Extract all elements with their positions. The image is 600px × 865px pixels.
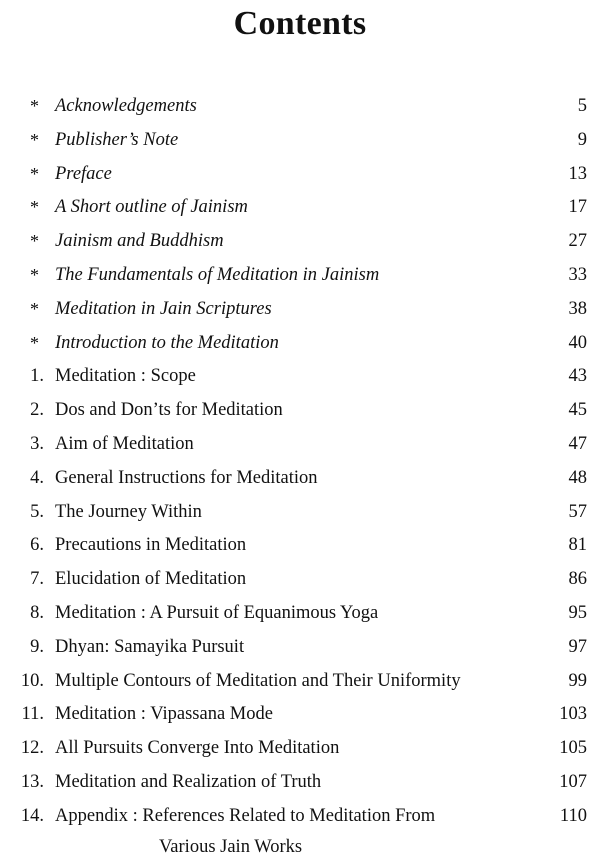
entry-page-number: 17 [568, 197, 587, 218]
entry-page-number: 99 [568, 670, 587, 691]
entry-page-number: 13 [568, 163, 587, 184]
toc-entry-chapter-14[interactable] [0, 800, 600, 860]
entry-number: 14. [20, 805, 44, 826]
entry-title: Meditation in Jain Scriptures [55, 298, 272, 319]
toc-entry-chapter-3[interactable] [0, 428, 600, 462]
entry-number: 8. [30, 602, 44, 623]
entry-bullet: * [30, 96, 39, 116]
entry-bullet: * [30, 163, 39, 184]
entry-number: 3. [30, 433, 44, 454]
entry-page-number: 48 [568, 467, 587, 488]
entry-title: Dhyan: Samayika Pursuit [55, 636, 245, 657]
entry-number: 5. [30, 501, 44, 522]
entry-title: Precautions in Meditation [55, 535, 247, 556]
entry-title [55, 801, 435, 863]
toc-entry-chapter-11[interactable] [0, 698, 600, 732]
entry-page-number: 9 [577, 129, 587, 150]
entry-bullet: * [30, 129, 39, 150]
entry-title: Acknowledgements [55, 96, 197, 116]
entry-title-line-1: Appendix : References Related to Meditation From [55, 805, 436, 826]
entry-title: The Fundamentals of Meditation in Jainism [55, 264, 380, 285]
entry-title: General Instructions for Meditation [55, 467, 318, 488]
entry-page-number: 97 [568, 636, 587, 657]
toc-entry-short-outline[interactable] [0, 191, 600, 225]
entry-number: 2. [30, 400, 44, 421]
entry-title: Aim of Meditation [55, 433, 194, 454]
entry-title: Publisher’s Note [55, 129, 179, 150]
entry-number: 1. [30, 366, 44, 387]
entry-page-number: 38 [568, 298, 587, 319]
entry-title: The Journey Within [55, 501, 202, 522]
entry-page-number: 47 [568, 433, 587, 454]
entry-title: Meditation : Vipassana Mode [55, 704, 273, 725]
entry-page-number: 45 [568, 400, 587, 421]
toc-entry-chapter-10[interactable] [0, 665, 600, 699]
toc-entry-chapter-9[interactable] [0, 631, 600, 665]
entry-page-number: 43 [568, 366, 587, 387]
entry-page-number: 40 [568, 332, 587, 353]
entry-title: Meditation and Realization of Truth [55, 771, 322, 792]
entry-bullet: * [30, 332, 39, 353]
entry-title: All Pursuits Converge Into Meditation [55, 738, 340, 759]
entry-number: 7. [30, 569, 44, 590]
entry-number: 9. [30, 636, 44, 657]
entry-title: Dos and Don’ts for Meditation [55, 400, 283, 421]
entry-page-number: 95 [568, 602, 587, 623]
table-of-contents [0, 90, 600, 860]
toc-entry-introduction[interactable] [0, 327, 600, 361]
entry-number: 4. [30, 467, 44, 488]
toc-entry-chapter-5[interactable] [0, 496, 600, 530]
entry-page-number: 105 [559, 738, 587, 759]
entry-title: Multiple Contours of Meditation and Their Uniformity [55, 670, 461, 691]
entry-title: Preface [55, 163, 112, 184]
entry-page-number: 5 [577, 96, 587, 116]
entry-number: 13. [20, 771, 44, 792]
toc-entry-acknowledgements[interactable] [0, 90, 600, 124]
entry-page-number: 110 [559, 805, 587, 826]
entry-title: Meditation : A Pursuit of Equanimous Yoga [55, 602, 379, 623]
entry-title: Jainism and Buddhism [55, 231, 224, 252]
toc-entry-chapter-8[interactable] [0, 597, 600, 631]
entry-page-number: 57 [568, 501, 587, 522]
entry-bullet: * [30, 264, 39, 285]
entry-bullet: * [30, 197, 39, 218]
entry-page-number: 86 [568, 569, 587, 590]
toc-entry-chapter-6[interactable] [0, 529, 600, 563]
entry-number: 11. [21, 704, 44, 725]
entry-title: A Short outline of Jainism [55, 197, 248, 218]
toc-entry-chapter-2[interactable] [0, 394, 600, 428]
toc-entry-chapter-1[interactable] [0, 360, 600, 394]
toc-entry-jainism-buddhism[interactable] [0, 225, 600, 259]
entry-page-number: 33 [568, 264, 587, 285]
entry-title: Meditation : Scope [55, 366, 196, 387]
entry-title-line-2: Various Jain Works [159, 836, 303, 857]
toc-entry-publishers-note[interactable] [0, 124, 600, 158]
entry-page-number: 107 [559, 771, 587, 792]
entry-bullet: * [30, 231, 39, 252]
entry-number: 10. [20, 670, 44, 691]
entry-page-number: 27 [568, 231, 587, 252]
entry-page-number: 81 [568, 535, 587, 556]
entry-bullet: * [30, 298, 39, 319]
entry-title: Elucidation of Meditation [55, 569, 247, 590]
toc-entry-chapter-13[interactable] [0, 766, 600, 800]
toc-entry-chapter-4[interactable] [0, 462, 600, 496]
entry-title: Introduction to the Meditation [55, 332, 279, 353]
toc-entry-chapter-7[interactable] [0, 563, 600, 597]
toc-entry-jain-scriptures[interactable] [0, 293, 600, 327]
toc-entry-preface[interactable] [0, 158, 600, 192]
entry-number: 12. [20, 738, 44, 759]
entry-page-number: 103 [559, 704, 587, 725]
toc-entry-chapter-12[interactable] [0, 732, 600, 766]
entry-number: 6. [30, 535, 44, 556]
page-title: Contents [233, 5, 367, 42]
toc-entry-fundamentals[interactable] [0, 259, 600, 293]
